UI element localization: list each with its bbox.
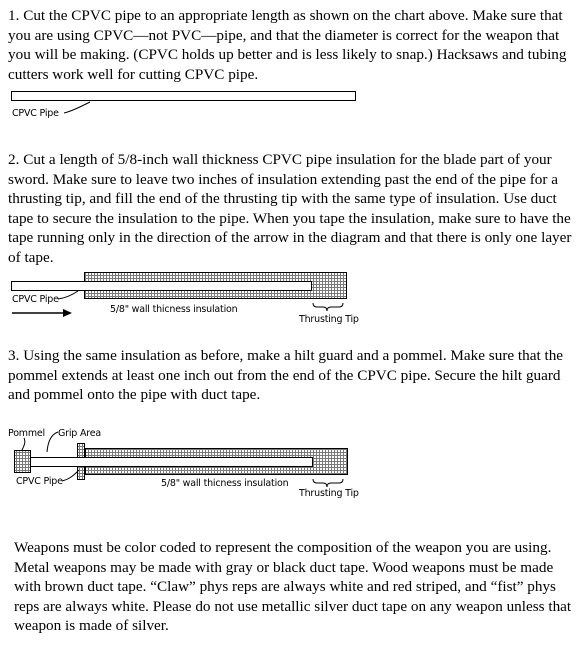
step-2-diagram xyxy=(0,268,583,330)
step-3-insulation-label: 5/8" wall thicness insulation xyxy=(161,478,289,489)
step-3-pipe-label: CPVC Pipe xyxy=(16,476,63,487)
pommel xyxy=(15,451,31,473)
step-2-instructions: 2. Cut a length of 5/8-inch wall thickness CPVC pipe insulation for the blade part of your sword. Make sure to leave two inches of insulation extending past the end of the pipe for a thrusting tip, and fill the end of the thrusting tip with the same type of insulation. Use duct tape to secure the insulation to the pipe. When you tape the insulation, make sure to have the tape running only in the direction of the arrow in the diagram and that there is only one layer of tape. xyxy=(8,151,572,266)
step-2-thrusting-tip-label: Thrusting Tip xyxy=(299,314,359,325)
cpvc-pipe xyxy=(27,458,313,467)
arrow-head-icon xyxy=(63,309,72,317)
color-coding-note: Weapons must be color coded to represent the composition of the weapon you are using. Metal weapons may be made with gray or black duct tape. Wood weapons must be made with brown duct tape. “Claw” phys reps are always white and red striped, and “fist” phys reps are always white. Please do not use metallic silver duct tape on any weapon unless that weapon is made of silver. xyxy=(14,539,572,635)
step-2-insulation-label: 5/8" wall thicness insulation xyxy=(110,304,238,315)
pipe-leader-line xyxy=(62,470,79,481)
step-1-pipe-label: CPVC Pipe xyxy=(12,108,59,119)
cpvc-pipe xyxy=(12,92,356,101)
thrusting-tip-bracket xyxy=(313,479,343,487)
step-1-instructions: 1. Cut the CPVC pipe to an appropriate length as shown on the chart above. Make sure that you are using CPVC—not PVC—pipe, and that the diameter is correct for the weapon that you will be making. (CPVC holds up better and is less likely to snap.) Hacksaws and tubing cutters work well for cutting CPVC pipe. xyxy=(8,7,567,83)
pipe-leader-line xyxy=(58,291,78,299)
step-3-instructions: 3. Using the same insulation as before, make a hilt guard and a pommel. Make sure that the pommel extends at least one inch out from the end of the CPVC pipe. Secure the hilt guard and pommel onto the pipe with duct tape. xyxy=(8,347,564,404)
step-1-diagram xyxy=(0,88,583,128)
step-3-grip-area-label: Grip Area xyxy=(58,428,102,439)
step-2-pipe-label: CPVC Pipe xyxy=(12,294,59,305)
thrusting-tip-bracket xyxy=(313,303,343,311)
step-3-pommel-label: Pommel xyxy=(8,428,45,439)
pommel-leader-line xyxy=(22,438,25,450)
step-3-thrusting-tip-label: Thrusting Tip xyxy=(299,488,359,499)
pipe-leader-line xyxy=(64,102,90,113)
grip-area-leader-line xyxy=(47,432,58,452)
cpvc-pipe xyxy=(12,282,312,291)
